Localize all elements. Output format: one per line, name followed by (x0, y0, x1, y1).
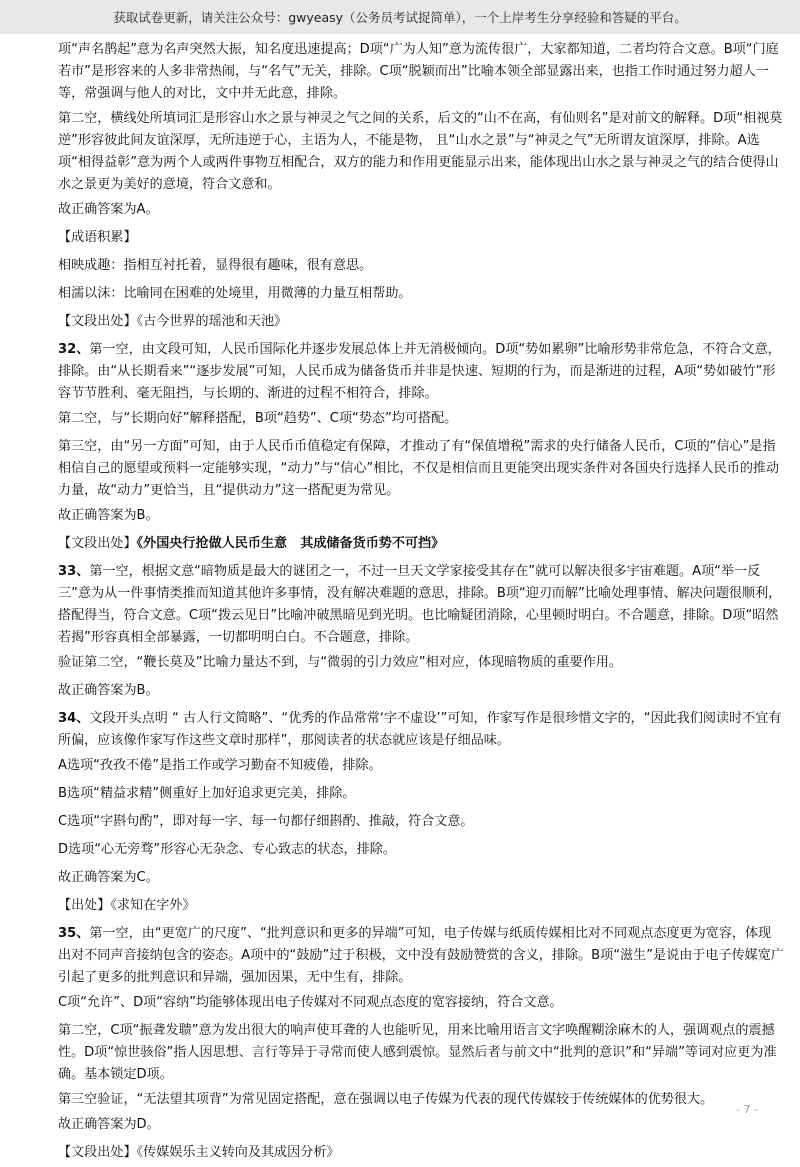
source-line (58, 311, 784, 333)
paragraph: 第二空，横线处所填词汇是形容山水之景与神灵之气之间的关系，后文的“山不在高，有仙则名”是对前文的解释。D项“相视莫逆”形容彼此间友谊深厚，无所违逆于心，主语为人，不能是物， 且“山水之景”与“神灵之气”无所谓友谊深厚，排除。A选项“相得益彰”意为两个人或两件事物互相配合，双方的能力和作用更能显示出来，能体现出山水之景与神灵之气的结合使得山水之景更为美好的意境，符合文意和。 (58, 111, 783, 192)
idiom-entry: 相濡以沫：比喻同在困难的处境里，用微薄的力量互相帮助。 (58, 286, 412, 301)
question-number: 33、 (58, 564, 90, 579)
question-number: 32、 (58, 342, 90, 357)
source-line (58, 895, 784, 917)
option-analysis: D选项“心无旁骛”形容心无杂念、专心致志的状态，排除。 (58, 842, 396, 857)
option-analysis: A选项“孜孜不倦”是指工作或学习勤奋不知疲倦，排除。 (58, 758, 382, 773)
banner-notice: 获取试卷更新，请关注公众号：gwyeasy（公务员考试捉简单），一个上岸考生分享经验和答疑的平台。 (113, 10, 687, 25)
source-title: 《传媒娱乐主义转向及其成因分析》 (136, 1145, 340, 1160)
paragraph: C项“允许”、D项“容纳”均能够体现出电子传媒对不同观点态度的宽容接纳，符合文意。 (58, 995, 563, 1010)
paragraph: 第三空验证，“无法望其项背”为常见固定搭配，意在强调以电子传媒为代表的现代传媒较于传统媒体的优势很大。 (58, 1092, 714, 1107)
paragraph: 第二空，C项“振聋发聩”意为发出很大的响声使耳聋的人也能听见，用来比喻用语言文字唤醒糊涂麻木的人，强调观点的震撼性。D项“惊世骇俗”指人因思想、言行等异于寻常而使人感到震惊。显然后者与前文中“批判的意识”和“异端”等词对应更为准确。基本锁定D项。 (58, 1023, 777, 1082)
question-number: 34、 (58, 711, 90, 726)
source-line (58, 533, 784, 555)
question-explanation: 34、文段开头点明 “ 古人行文简略”、“优秀的作品常常‘字不虚设’”可知，作家写作是很珍惜文字的，“因此我们阅读时不宜有所偏，应该像作家写作这些文章时那样”，那阅读者的状态就应该是仔细品味。 (58, 711, 782, 748)
answer-line: 故正确答案为B。 (58, 508, 159, 523)
option-analysis: C选项“字斟句酌”，即对每一字、每一句都仔细斟酌、推敲，符合文意。 (58, 814, 474, 829)
answer-line: 故正确答案为C。 (58, 870, 159, 885)
source-label: 【文段出处】 (58, 314, 137, 329)
source-label: 【出处】 (58, 898, 111, 913)
answer-line: 故正确答案为A。 (58, 202, 159, 217)
source-title: 《外国央行抢做人民币生意 其成储备货币势不可挡》 (136, 536, 445, 551)
idiom-entry: 相映成趣：指相互衬托着，显得很有趣味，很有意思。 (58, 258, 373, 273)
paragraph: 第二空，与“长期向好”解释搭配，B项“趋势”、C项“势态”均可搭配。 (58, 411, 458, 426)
question-explanation: 35、第一空，由“更宽广的尺度”、“批判意识和更多的异端”可知，电子传媒与纸质传媒相比对不同观点态度更为宽容，体现出对不同声音接纳包含的姿态。A项中的“鼓励”过于积极，文中没有鼓励赞赏的含义，排除。B项“滋生”是说由于电子传媒宽广引起了更多的批判意识和异端，强加因果，无中生有，排除。 (58, 926, 784, 985)
question-number: 35、 (58, 926, 90, 941)
answer-explanations (58, 39, 784, 1167)
answer-line: 故正确答案为D。 (58, 1117, 160, 1132)
option-analysis: B选项“精益求精”侧重好上加好追求更完美，排除。 (58, 786, 356, 801)
top-banner (0, 0, 800, 34)
question-explanation: 32、第一空，由文段可知，人民币国际化并逐步发展总体上并无消极倾向。D项“势如累卵”比喻形势非常危急，不符合文意，排除。由“从长期看来”“逐步发展”可知，人民币成为储备货币并非是快速、短期的行为，而是渐进的过程，A项“势如破竹”形容节节胜利、毫无阻挡，与长期的、渐进的过程不相符合，排除。 (58, 342, 781, 401)
source-line (58, 1142, 784, 1164)
paragraph: 验证第二空，“鞭长莫及”比喻力量达不到，与“微弱的引力效应”相对应，体现暗物质的重要作用。 (58, 655, 622, 670)
answer-line: 故正确答案为B。 (58, 683, 159, 698)
question-explanation: 33、第一空，根据文意“暗物质是最大的谜团之一，不过一旦天文学家接受其存在”就可以解决很多宇宙难题。A项“举一反三”意为从一件事情类推而知道其他许多事情，没有解决难题的意思，排除。B项“迎刃而解”比喻处理事情、解决问题很顺利，搭配得当，符合文意。C项“拨云见日”比喻冲破黑暗见到光明。也比喻疑团消除，心里顿时明白。不合题意，排除。D项“昭然若揭”形容真相全部暴露，一切都明明白白。不合题意，排除。 (58, 564, 782, 645)
section-heading: 【成语积累】 (58, 230, 137, 245)
source-label: 【文段出处】 (58, 1145, 137, 1160)
page-number: - 7 - (736, 1103, 758, 1116)
source-title: 《古今世界的瑶池和天池》 (136, 314, 288, 329)
source-title: 《求知在字外》 (110, 898, 196, 913)
paragraph: 项“声名鹊起”意为名声突然大振，知名度迅速提高；D项“广为人知”意为流传很广，大家都知道，二者均符合文意。B项“门庭若市”是形容来的人多非常热闹，与“名气”无关，排除。C项“脱颖而出”比喻本领全部显露出来，也指工作时通过努力超人一等，常强调与他人的对比，文中并无此意，排除。 (58, 42, 779, 101)
source-label: 【文段出处】 (58, 536, 137, 551)
paragraph: 第三空，由“另一方面”可知，由于人民币币值稳定有保障，才推动了有“保值增税”需求的央行储备人民币，C项的“信心”是指相信自己的愿望或预料一定能够实现，“动力”与“信心”相比，不仅是相信而且更能突出现实条件对各国央行选择人民币的推动力量，故“动力”更恰当，且“提供动力”这一搭配更为常见。 (58, 439, 780, 498)
